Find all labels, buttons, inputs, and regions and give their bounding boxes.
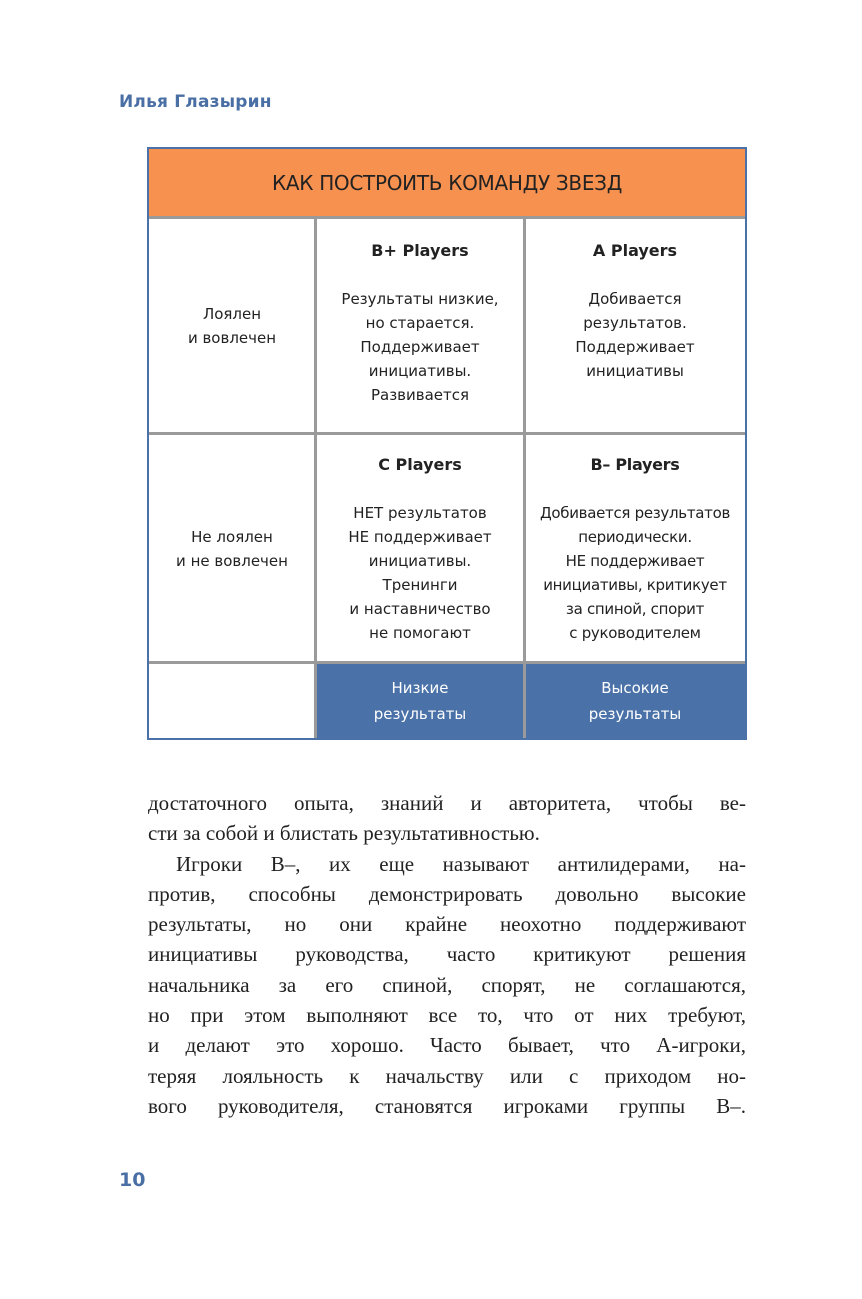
footer-high-results [525,664,745,738]
text-line: и делают это хорошо. Часто бывает, что A-игроки, [148,1033,746,1058]
text-line: результаты, но они крайне неохотно поддерживают [148,912,746,937]
cell-line: инициативы, критикует [543,576,727,594]
cell-line: НЕ поддерживает [565,552,705,570]
team-matrix-table [147,147,747,740]
text-line: вого руководителя, становятся игроками группы B–. [148,1093,746,1118]
cell-line: но старается. [365,314,475,332]
label-line: и вовлечен [187,329,277,347]
cell-line: с руководителем [569,624,701,642]
footer-line: Низкие [391,679,449,697]
footer-line: Высокие [601,679,669,697]
text-line: инициативы руководства, часто критикуют решения [148,942,746,967]
cell-line: и наставничество [349,600,491,618]
cell-line: инициативы. [368,362,472,380]
row-label-loyal [149,219,315,433]
cell-line: Тренинги [382,576,458,594]
cell-title: B– Players [590,455,680,474]
text-line: начальника за его спиной, спорят, не соглашаются, [148,972,746,997]
cell-line: Результаты низкие, [341,290,499,308]
cell-line: Развивается [370,386,470,404]
grid-line [149,432,745,435]
text-line: но при этом выполняют все то, что от них требуют, [148,1003,746,1028]
cell-line: не помогают [369,624,471,642]
page-number: 10 [119,1169,146,1191]
footer-line: результаты [588,705,682,723]
cell-title: B+ Players [371,241,469,260]
cell-line: инициативы [586,362,684,380]
table-title: КАК ПОСТРОИТЬ КОМАНДУ ЗВЕЗД [149,149,745,219]
cell-line: результатов. [583,314,687,332]
body-text [148,788,746,1121]
cell-line: НЕ поддерживает [348,528,492,546]
label-line: Лоялен [202,305,262,323]
running-header-author: Илья Глазырин [119,92,272,112]
footer-line: результаты [373,705,467,723]
text-line: достаточного опыта, знаний и авторитета, чтобы ве- [148,791,746,815]
text-line: против, способны демонстрировать довольно высокие [148,881,746,906]
cell-a-players [525,219,745,433]
cell-c-players [315,435,525,662]
cell-b-plus-players [315,219,525,433]
cell-line: периодически. [578,528,692,546]
label-line: и не вовлечен [176,551,288,570]
cell-line: Поддерживает [360,338,480,356]
text-line: сти за собой и блистать результативностью. [148,821,540,846]
cell-line: Добивается результатов [539,504,731,522]
cell-line: инициативы. [368,552,472,570]
cell-title: A Players [592,241,678,260]
text-line: Игроки B–, их еще называют антилидерами, на- [176,851,746,876]
footer-low-results [315,664,525,738]
cell-line: Добивается [588,290,682,308]
label-line: Не лоялен [191,527,273,546]
cell-line: Поддерживает [575,338,695,356]
cell-line: за спиной, спорит [565,600,705,618]
grid-line [149,661,745,664]
cell-line: НЕТ результатов [353,504,487,522]
cell-b-minus-players [525,435,745,662]
row-label-not-loyal [149,435,315,662]
cell-title: C Players [378,455,462,474]
text-line: теряя лояльность к начальству или с приходом но- [148,1063,746,1088]
